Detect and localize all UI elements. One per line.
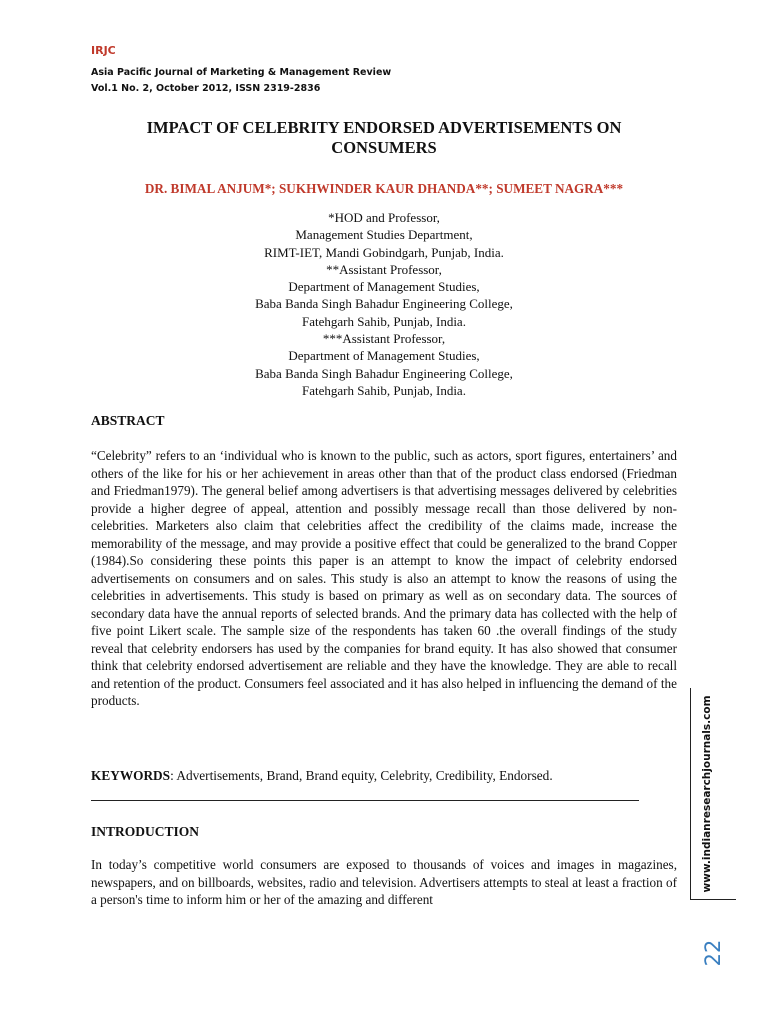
- author-list: DR. BIMAL ANJUM*; SUKHWINDER KAUR DHANDA**; SUMEET NAGRA***: [144, 181, 624, 196]
- keywords-list: : Advertisements, Brand, Brand equity, Celebrity, Credibility, Endorsed.: [170, 768, 553, 783]
- paper-title: [91, 118, 677, 158]
- affiliation-line: Fatehgarh Sahib, Punjab, India.: [302, 313, 466, 329]
- affiliation-line: Management Studies Department,: [295, 227, 473, 243]
- affiliation-line: ***Assistant Professor,: [322, 331, 446, 347]
- keywords-line: [91, 768, 677, 784]
- paper-title-line-2: CONSUMERS: [331, 138, 437, 157]
- abstract-body: “Celebrity” refers to an ‘individual who is known to the public, such as actors, sport figures, entertainers’ and others of the like for his or her achievement in areas other than that of the product class endorsed (Friedman and Friedman1979). The general belief among advertisers is that advertising messages delivered by celebrities provide a higher degree of appeal, attention and possibly message recall than those delivered by non-celebrities. Marketers also claim that celebrities affect the credibility of the claims made, increase the memorability of the message, and may provide a positive effect that could be generalized to the brand Copper (1984).So considering these points this paper is an attempt to know the impact of celebrity endorsed advertisements on consumers and on sales. This study is also an attempt to know the reasons of using the celebrities in advertisements. This study is based on primary as well as on secondary data. The sources of secondary data have the annual reports of selected brands. And the primary data has collected with the help of five point Likert scale. The sample size of the respondents has taken 60 .the overall findings of the study reveal that celebrity endorsers has used by the companies for brand equity. It has also showed that consumer think that celebrity endorsed advertisement are reliable and they have the knowledge. They are able to recall and retention of the product. Consumers feel associated and it has also helped in influencing the demand of the products.: [91, 448, 677, 708]
- introduction-body: In today’s competitive world consumers are exposed to thousands of voices and images in magazines, newspapers, and on billboards, websites, radio and television. Advertisers attempts to steal at least a fraction of a person's time to inform him or her of the amazing and different: [91, 857, 677, 907]
- affiliation-line: **Assistant Professor,: [326, 261, 442, 277]
- affiliation-line: Department of Management Studies,: [288, 279, 480, 295]
- journal-website: www.indianresearchjournals.com: [701, 695, 713, 893]
- paper-title-line-1: IMPACT OF CELEBRITY ENDORSED ADVERTISEMENTS ON: [146, 118, 622, 137]
- affiliation-line: *HOD and Professor,: [328, 210, 440, 225]
- affiliation-line: Fatehgarh Sahib, Punjab, India.: [302, 382, 466, 398]
- affiliation-line: Baba Banda Singh Bahadur Engineering College,: [255, 296, 513, 312]
- page-number: 22: [701, 939, 725, 967]
- section-divider: [91, 800, 639, 801]
- affiliation-line: Baba Banda Singh Bahadur Engineering College,: [255, 365, 513, 381]
- affiliations: [91, 209, 677, 399]
- journal-volume: Vol.1 No. 2, October 2012, ISSN 2319-2836: [91, 83, 321, 94]
- margin-vertical-rule: [690, 688, 691, 900]
- keywords-label: KEYWORDS: [91, 768, 171, 783]
- journal-name: Asia Pacific Journal of Marketing & Management Review: [91, 67, 392, 78]
- abstract-heading: ABSTRACT: [91, 413, 165, 428]
- introduction-heading: INTRODUCTION: [91, 824, 200, 839]
- affiliation-line: RIMT-IET, Mandi Gobindgarh, Punjab, India.: [264, 244, 504, 260]
- journal-code: IRJC: [91, 44, 116, 57]
- margin-horizontal-rule: [690, 899, 736, 900]
- affiliation-line: Department of Management Studies,: [288, 348, 480, 364]
